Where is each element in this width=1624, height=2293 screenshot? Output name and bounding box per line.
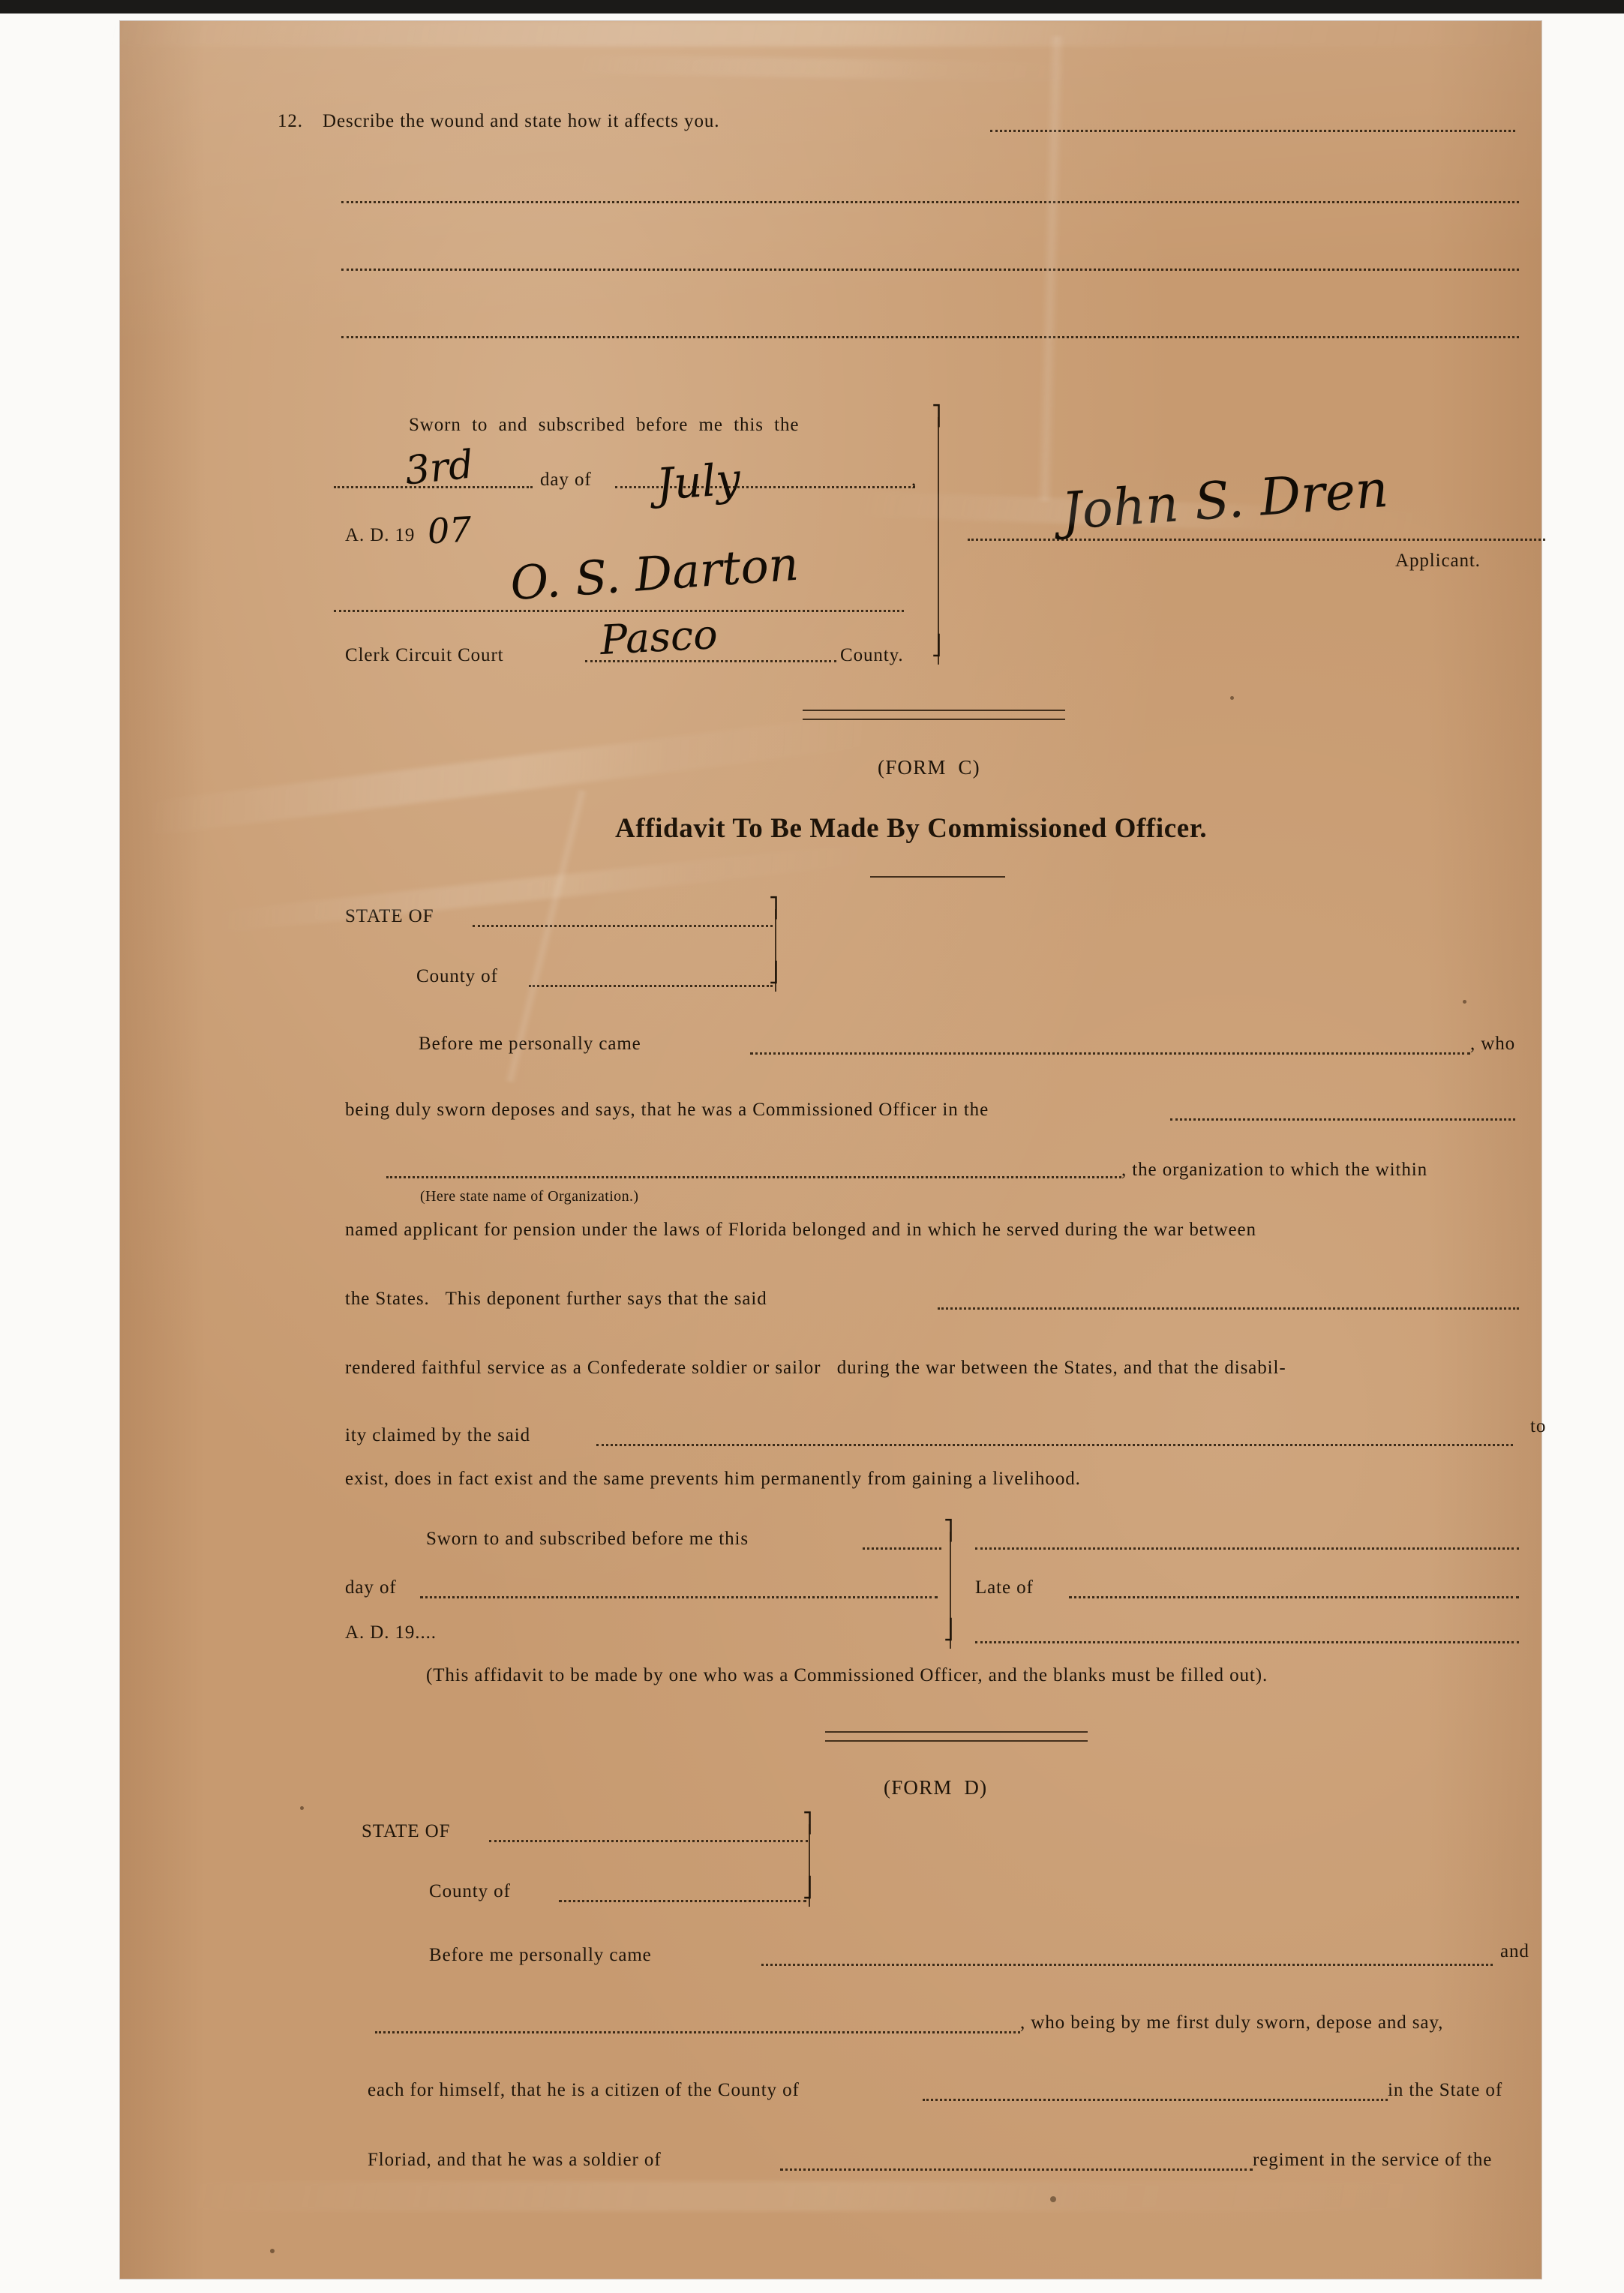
sleeve-glare-upper	[570, 54, 1095, 83]
form-c-title-underline	[870, 876, 1005, 878]
form-c-officer-blank-2	[975, 1641, 1519, 1643]
form-c-ad-label: A. D. 19....	[345, 1622, 437, 1643]
form-d-line3-lead: each for himself, that he is a citizen of the County of	[368, 2080, 800, 2100]
form-c-sworn-blank	[863, 1547, 941, 1550]
handwriting-clerk-name: O. S. Darton	[508, 536, 800, 611]
form-c-officer-blank-1	[975, 1547, 1519, 1550]
form-c-late-of-blank	[1069, 1596, 1519, 1598]
form-c-line3-blank	[386, 1176, 1121, 1178]
handwriting-month: July	[654, 453, 743, 510]
sleeve-glare-top	[105, 21, 1553, 47]
form-c-state-label: STATE OF	[345, 906, 434, 926]
form-c-line4: named applicant for pension under the laws of Florida belonged and in which he served during the war between	[345, 1220, 1256, 1240]
form-c-line7-lead: ity claimed by the said	[345, 1425, 531, 1445]
form-c-day-label: day of	[345, 1577, 397, 1598]
form-c-day-blank	[420, 1596, 938, 1598]
jurat-day-label: day of	[540, 470, 592, 490]
form-d-line2-tail: , who being by me first duly sworn, depose and say,	[1020, 2012, 1444, 2033]
form-d-county-blank	[559, 1900, 806, 1902]
jurat-comma: ,	[911, 470, 917, 490]
handwriting-applicant-signature: John S. Dren	[1059, 459, 1391, 542]
form-c-brace-bottom: ⎦	[769, 962, 779, 983]
form-d-county-label: County of	[429, 1881, 511, 1901]
applicant-signature-blank	[968, 539, 1545, 541]
question-12-blank-line-3	[341, 336, 1519, 338]
jurat-brace-top: ⎤	[932, 405, 942, 427]
sleeve-glare-bottom	[165, 2181, 1485, 2211]
form-c-late-of-label: Late of	[975, 1577, 1034, 1598]
form-d-state-blank	[489, 1840, 808, 1842]
form-c-line7-blank	[596, 1444, 1513, 1446]
jurat-clerk-blank	[334, 610, 904, 612]
divider-2-upper	[825, 1731, 1088, 1733]
form-c-org-note: (Here state name of Organization.)	[420, 1188, 639, 1205]
form-c-sworn-text: Sworn to and subscribed before me this	[426, 1529, 749, 1549]
form-c-line3-tail: , the organization to which the within	[1121, 1160, 1427, 1180]
form-c-line1-lead: Before me personally came	[419, 1034, 641, 1054]
sleeve-glare-mid-left-2	[211, 841, 884, 934]
form-d-brace-top: ⎤	[803, 1812, 813, 1834]
form-c-brace-top: ⎤	[769, 897, 779, 919]
form-c-line5-lead: the States. This deponent further says that the said	[345, 1289, 767, 1309]
form-c-line2: being duly sworn deposes and says, that he was a Commissioned Officer in the	[345, 1100, 989, 1120]
form-d-line1-tail: and	[1500, 1941, 1529, 1961]
jurat-county-label: County.	[840, 645, 904, 665]
form-c-line8: exist, does in fact exist and the same prevents him permanently from gaining a livelihood.	[345, 1469, 1081, 1489]
applicant-label: Applicant.	[1395, 551, 1481, 571]
jurat-brace-stem	[938, 417, 941, 665]
form-d-label: (FORM D)	[884, 1776, 988, 1799]
form-d-line4-lead: Floriad, and that he was a soldier of	[368, 2150, 662, 2170]
form-d-line1-lead: Before me personally came	[429, 1945, 652, 1965]
form-c-county-blank	[529, 985, 773, 987]
paper-sheet	[120, 21, 1547, 2279]
jurat-brace-bottom: ⎦	[932, 635, 942, 656]
jurat-ad-label: A. D. 19	[345, 525, 416, 545]
form-c-line5-blank	[938, 1307, 1519, 1310]
question-12-dots-1	[990, 130, 1515, 132]
handwriting-year: 07	[426, 509, 473, 552]
form-c-line6: rendered faithful service as a Confederate soldier or sailor during the war between the States, and that the disabil-	[345, 1358, 1286, 1378]
form-c-state-blank	[473, 925, 773, 927]
form-d-line3-blank	[923, 2099, 1388, 2101]
form-c-brace2-bottom: ⎦	[944, 1619, 954, 1640]
form-d-line2-blank	[375, 2031, 1020, 2033]
jurat-sworn-text: Sworn to and subscribed before me this the	[409, 415, 800, 435]
question-12-blank-line-2	[341, 269, 1519, 271]
form-c-line1-tail: , who	[1470, 1034, 1516, 1054]
form-c-footnote: (This affidavit to be made by one who was a Commissioned Officer, and the blanks must be filled out).	[426, 1665, 1268, 1685]
form-d-line1-blank	[761, 1964, 1493, 1966]
handwriting-day: 3rd	[403, 442, 476, 494]
divider-2-lower	[825, 1740, 1088, 1742]
form-d-line4-blank	[780, 2168, 1253, 2171]
form-c-line2-blank	[1170, 1118, 1515, 1121]
form-c-line7-tail: to	[1530, 1416, 1547, 1436]
question-12-number: 12.	[278, 111, 303, 131]
jurat-clerk-label: Clerk Circuit Court	[345, 645, 504, 665]
divider-1-lower	[803, 719, 1065, 720]
form-c-line1-blank	[750, 1052, 1470, 1055]
question-12-blank-line-1	[341, 201, 1519, 203]
scan-edge-top	[0, 0, 1624, 14]
divider-1-upper	[803, 710, 1065, 711]
form-d-state-label: STATE OF	[362, 1821, 451, 1841]
question-12-text: Describe the wound and state how it affects you.	[323, 111, 720, 131]
form-c-county-label: County of	[416, 966, 498, 986]
handwriting-county: Pasco	[599, 610, 719, 665]
form-c-title: Affidavit To Be Made By Commissioned Officer.	[615, 813, 1208, 844]
form-c-brace2-top: ⎤	[944, 1520, 954, 1541]
form-d-line3-tail: in the State of	[1388, 2080, 1503, 2100]
form-c-label: (FORM C)	[878, 756, 980, 779]
form-d-brace-bottom: ⎦	[803, 1877, 813, 1898]
form-d-line4-tail: regiment in the service of the	[1253, 2150, 1493, 2170]
